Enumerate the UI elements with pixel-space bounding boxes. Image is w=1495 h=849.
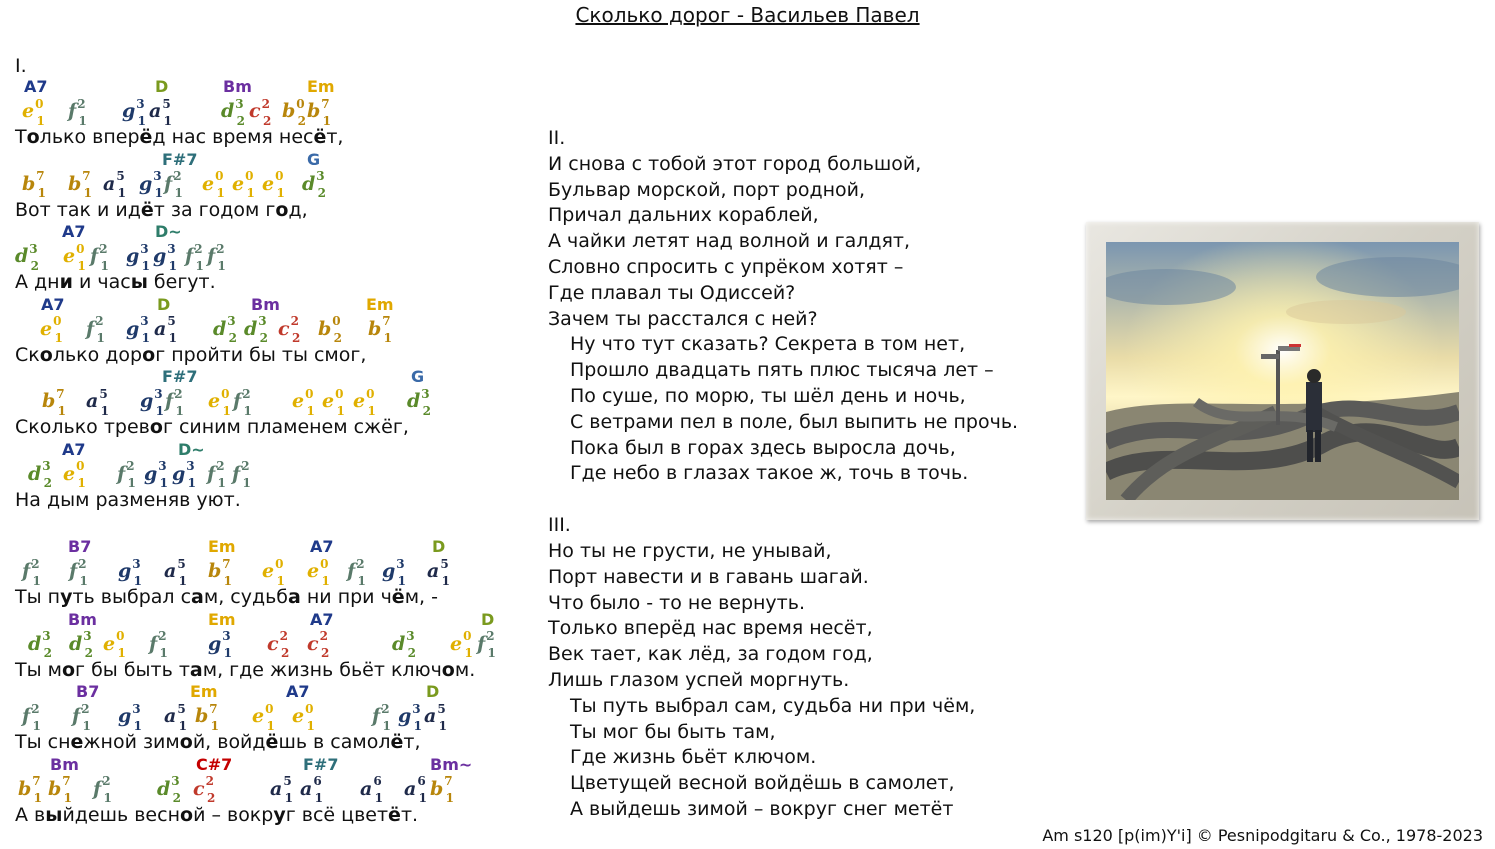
verse3-line-5: Лишь глазом успей моргнуть. xyxy=(548,668,850,691)
note-mark: $e^0_1$ xyxy=(322,386,345,418)
chord-label: Bm xyxy=(68,609,97,629)
road-crossroads-image xyxy=(1106,242,1459,500)
s2-chord-row-1 xyxy=(0,610,540,634)
note-mark: $f^2_1$ xyxy=(93,774,112,806)
note-mark: $b^0_2$ xyxy=(282,96,307,128)
verse3-line-0: Но ты не грусти, не унывай, xyxy=(548,539,832,562)
s1-note-row-3 xyxy=(0,314,540,346)
s2-note-row-0 xyxy=(0,556,540,588)
s1-note-row-4 xyxy=(0,386,540,418)
note-mark: $e^0_1$ xyxy=(252,701,275,733)
note-mark: $a^5_1$ xyxy=(164,701,188,733)
note-mark: $a^5_1$ xyxy=(427,556,451,588)
note-mark: $g^3_1$ xyxy=(153,241,178,273)
verse-numeral-3: III. xyxy=(548,514,571,537)
note-mark: $d^3_2$ xyxy=(407,386,432,418)
note-mark: $d^3_2$ xyxy=(392,629,417,661)
note-mark: $f^2_1$ xyxy=(69,556,88,588)
note-mark: $f^2_1$ xyxy=(22,556,41,588)
note-mark: $a^5_1$ xyxy=(149,96,173,128)
note-mark: $c^2_2$ xyxy=(249,96,272,128)
s1-note-row-1 xyxy=(0,169,540,201)
note-mark: $d^3_2$ xyxy=(28,629,53,661)
note-mark: $g^3_1$ xyxy=(382,556,407,588)
verse2-line-12: Где небо в глазах такое ж, точь в точь. xyxy=(570,462,969,485)
note-mark: $d^3_2$ xyxy=(69,629,94,661)
note-mark: $g^3_1$ xyxy=(140,386,165,418)
note-mark: $e^0_1$ xyxy=(63,459,86,491)
verse3-line-3: Только вперёд нас время несёт, xyxy=(548,617,873,640)
verse-numeral-2: II. xyxy=(548,127,566,149)
note-mark: $b^7_1$ xyxy=(368,314,393,346)
s1-chord-row-1 xyxy=(0,150,540,174)
chord-label: G xyxy=(411,367,425,386)
verse3-line-9: Цветущей весной войдёшь в самолет, xyxy=(570,772,955,795)
note-mark: $a^6_1$ xyxy=(404,774,428,806)
chord-label: D xyxy=(432,537,446,556)
note-mark: $a^5_1$ xyxy=(164,556,188,588)
note-mark: $d^3_2$ xyxy=(244,314,269,346)
note-mark: $f^2_1$ xyxy=(372,701,391,733)
song-title: Сколько дорог - Васильев Павел xyxy=(575,3,920,27)
s1-lyric-line-5: На дым разменяв уют. xyxy=(15,488,241,511)
note-mark: $b^7_1$ xyxy=(195,701,220,733)
chord-label: F#7 xyxy=(303,754,339,774)
note-mark: $b^7_1$ xyxy=(307,96,332,128)
chord-label: Em xyxy=(208,537,236,556)
chord-label: A7 xyxy=(62,222,86,241)
note-mark: $a^6_1$ xyxy=(300,774,324,806)
s2-lyric-line-1: Ты мог бы быть там, где жизнь бьёт ключом. xyxy=(15,658,476,681)
s2-note-row-3 xyxy=(0,774,540,806)
note-mark: $d^3_2$ xyxy=(302,169,327,201)
verse-3 xyxy=(548,539,1018,823)
note-mark: $e^0_1$ xyxy=(292,386,315,418)
note-mark: $e^0_1$ xyxy=(22,96,45,128)
chord-label: B7 xyxy=(68,537,92,556)
note-mark: $e^0_1$ xyxy=(262,169,285,201)
chord-label: A7 xyxy=(310,609,334,629)
note-mark: $c^2_2$ xyxy=(307,629,330,661)
note-mark: $c^2_2$ xyxy=(278,314,301,346)
chord-label: A7 xyxy=(310,537,334,556)
verse2-line-3: А чайки летят над волной и галдят, xyxy=(548,230,911,253)
s1-note-row-5 xyxy=(0,459,540,491)
note-mark: $b^7_1$ xyxy=(22,169,47,201)
s2-lyric-line-2: Ты снежной зимой, войдёшь в самолёт, xyxy=(15,731,421,753)
note-mark: $g^3_1$ xyxy=(139,169,164,201)
note-mark: $a^5_1$ xyxy=(103,169,127,201)
chord-label: A7 xyxy=(24,77,48,96)
note-mark: $f^2_1$ xyxy=(207,241,226,273)
verse2-line-11: Пока был в горах здесь выросла дочь, xyxy=(570,436,956,459)
note-mark: $f^2_1$ xyxy=(185,241,204,273)
s1-lyric-line-3: Сколько дорог пройти бы ты смог, xyxy=(15,343,367,366)
s2-lyric-line-0: Ты путь выбрал сам, судьба ни при чём, - xyxy=(15,586,438,608)
note-mark: $e^0_1$ xyxy=(292,701,315,733)
s2-note-row-2 xyxy=(0,701,540,733)
note-mark: $f^2_1$ xyxy=(164,169,183,201)
chord-label: D xyxy=(155,77,169,96)
chord-label: F#7 xyxy=(162,149,198,169)
verse2-line-1: Бульвар морской, порт родной, xyxy=(548,178,866,201)
note-mark: $d^3_2$ xyxy=(213,314,238,346)
chord-label: Em xyxy=(366,294,394,314)
note-mark: $d^3_2$ xyxy=(28,459,53,491)
note-mark: $a^5_1$ xyxy=(424,701,448,733)
note-mark: $a^5_1$ xyxy=(154,314,178,346)
verse2-line-2: Причал дальних кораблей, xyxy=(548,204,819,227)
note-mark: $b^7_1$ xyxy=(18,774,43,806)
note-mark: $g^3_1$ xyxy=(172,459,197,491)
note-mark: $f^2_1$ xyxy=(207,459,226,491)
note-mark: $f^2_1$ xyxy=(232,459,251,491)
note-mark: $f^2_1$ xyxy=(117,459,136,491)
framed-picture xyxy=(1086,222,1479,520)
note-mark: $a^5_1$ xyxy=(270,774,294,806)
note-mark: $e^0_1$ xyxy=(232,169,255,201)
verse2-line-7: Ну что тут сказать? Секрета в том нет, xyxy=(570,333,966,356)
note-mark: $a^5_1$ xyxy=(86,386,110,418)
chord-label: D xyxy=(426,682,440,701)
note-mark: $g^3_1$ xyxy=(126,241,151,273)
note-mark: $f^2_1$ xyxy=(165,386,184,418)
chord-label: C#7 xyxy=(196,754,233,774)
note-mark: $f^2_1$ xyxy=(22,701,41,733)
note-mark: $g^3_1$ xyxy=(126,314,151,346)
note-mark: $f^2_1$ xyxy=(233,386,252,418)
chord-label: Bm xyxy=(50,754,79,774)
chord-label: Em xyxy=(190,682,218,701)
verse-numeral-1: I. xyxy=(15,55,27,77)
note-mark: $g^3_1$ xyxy=(122,96,147,128)
note-mark: $e^0_1$ xyxy=(202,169,225,201)
verse3-line-6: Ты путь выбрал сам, судьба ни при чём, xyxy=(570,694,976,717)
s2-chord-row-3 xyxy=(0,755,540,779)
note-mark: $f^2_1$ xyxy=(90,241,109,273)
note-mark: $e^0_1$ xyxy=(262,556,285,588)
chord-label: Bm xyxy=(251,294,280,314)
chord-label: F#7 xyxy=(162,367,198,386)
chord-label: A7 xyxy=(62,439,86,459)
chord-label: G xyxy=(307,149,321,169)
note-mark: $g^3_1$ xyxy=(144,459,169,491)
verse3-line-1: Порт навести и в гавань шагай. xyxy=(548,565,869,588)
note-mark: $g^3_1$ xyxy=(118,701,143,733)
chord-label: D~ xyxy=(155,222,182,241)
s1-chord-row-3 xyxy=(0,295,540,319)
chord-label: D xyxy=(481,609,495,629)
s1-lyric-line-0: Только вперёд нас время несёт, xyxy=(15,126,344,148)
note-mark: $f^2_1$ xyxy=(477,629,496,661)
s2-note-row-1 xyxy=(0,629,540,661)
verse2-line-10: С ветрами пел в поле, был выпить не прочь. xyxy=(570,410,1019,433)
chord-label: Em xyxy=(307,77,335,96)
chord-label: B7 xyxy=(76,682,100,701)
note-mark: $b^7_1$ xyxy=(42,386,67,418)
note-mark: $e^0_1$ xyxy=(208,386,231,418)
note-mark: $b^7_1$ xyxy=(68,169,93,201)
verse3-line-8: Где жизнь бьёт ключом. xyxy=(570,746,817,769)
note-mark: $e^0_1$ xyxy=(63,241,86,273)
note-mark: $b^7_1$ xyxy=(208,556,233,588)
verse3-line-2: Что было - то не вернуть. xyxy=(548,591,805,614)
note-mark: $d^3_2$ xyxy=(221,96,246,128)
footer-copyright: Am s120 [p(im)Y'i] © Pesnipodgitaru & Co., 1978-2023 xyxy=(1042,826,1483,845)
note-mark: $c^2_2$ xyxy=(267,629,290,661)
note-mark: $b^0_2$ xyxy=(318,314,343,346)
verse2-line-8: Прошло двадцать пять плюс тысяча лет – xyxy=(570,359,994,382)
lyrics-column xyxy=(548,126,1018,823)
note-mark: $f^2_1$ xyxy=(72,701,91,733)
verse2-line-4: Словно спросить с упрёком хотят – xyxy=(548,255,904,278)
verse3-line-7: Ты мог бы быть там, xyxy=(570,720,776,743)
chord-label: D~ xyxy=(178,439,205,459)
verse2-line-9: По суше, по морю, ты шёл день и ночь, xyxy=(570,384,966,407)
chord-label: D xyxy=(157,294,171,314)
note-mark: $g^3_1$ xyxy=(398,701,423,733)
note-mark: $b^7_1$ xyxy=(430,774,455,806)
s1-lyric-line-4: Сколько тревог синим пламенем сжёг, xyxy=(15,416,409,438)
chord-label: Bm xyxy=(223,77,252,96)
verse2-line-0: И снова с тобой этот город большой, xyxy=(548,152,922,175)
note-mark: $b^7_1$ xyxy=(48,774,73,806)
note-mark: $f^2_1$ xyxy=(149,629,168,661)
note-mark: $e^0_1$ xyxy=(40,314,63,346)
chord-label: A7 xyxy=(41,294,65,314)
s1-note-row-0 xyxy=(0,96,540,128)
note-mark: $f^2_1$ xyxy=(86,314,105,346)
note-mark: $a^6_1$ xyxy=(360,774,384,806)
s1-note-row-2 xyxy=(0,241,540,273)
chord-label: A7 xyxy=(286,682,310,701)
chord-sheet xyxy=(0,0,540,849)
chord-label: Bm~ xyxy=(430,754,473,774)
note-mark: $e^0_1$ xyxy=(103,629,126,661)
verse2-line-6: Зачем ты расстался с ней? xyxy=(548,307,818,330)
verse3-line-10: А выйдешь зимой – вокруг снег метёт xyxy=(570,797,954,820)
note-mark: $e^0_1$ xyxy=(450,629,473,661)
verse-2 xyxy=(548,152,1018,487)
note-mark: $f^2_1$ xyxy=(68,96,87,128)
s1-lyric-line-2: А дни и часы бегут. xyxy=(15,271,216,293)
chord-label: Em xyxy=(208,609,236,629)
verse3-line-4: Век тает, как лёд, за годом год, xyxy=(548,643,873,666)
note-mark: $g^3_1$ xyxy=(118,556,143,588)
s2-lyric-line-3: А выйдешь весной – вокруг всё цветёт. xyxy=(15,803,419,826)
note-mark: $f^2_1$ xyxy=(347,556,366,588)
note-mark: $d^3_2$ xyxy=(157,774,182,806)
s1-lyric-line-1: Вот так и идёт за годом год, xyxy=(15,198,308,221)
note-mark: $e^0_1$ xyxy=(307,556,330,588)
note-mark: $g^3_1$ xyxy=(208,629,233,661)
note-mark: $e^0_1$ xyxy=(353,386,376,418)
note-mark: $c^2_2$ xyxy=(193,774,216,806)
verse2-line-5: Где плавал ты Одиссей? xyxy=(548,281,796,304)
note-mark: $d^3_2$ xyxy=(15,241,40,273)
s1-chord-row-4 xyxy=(0,367,540,391)
